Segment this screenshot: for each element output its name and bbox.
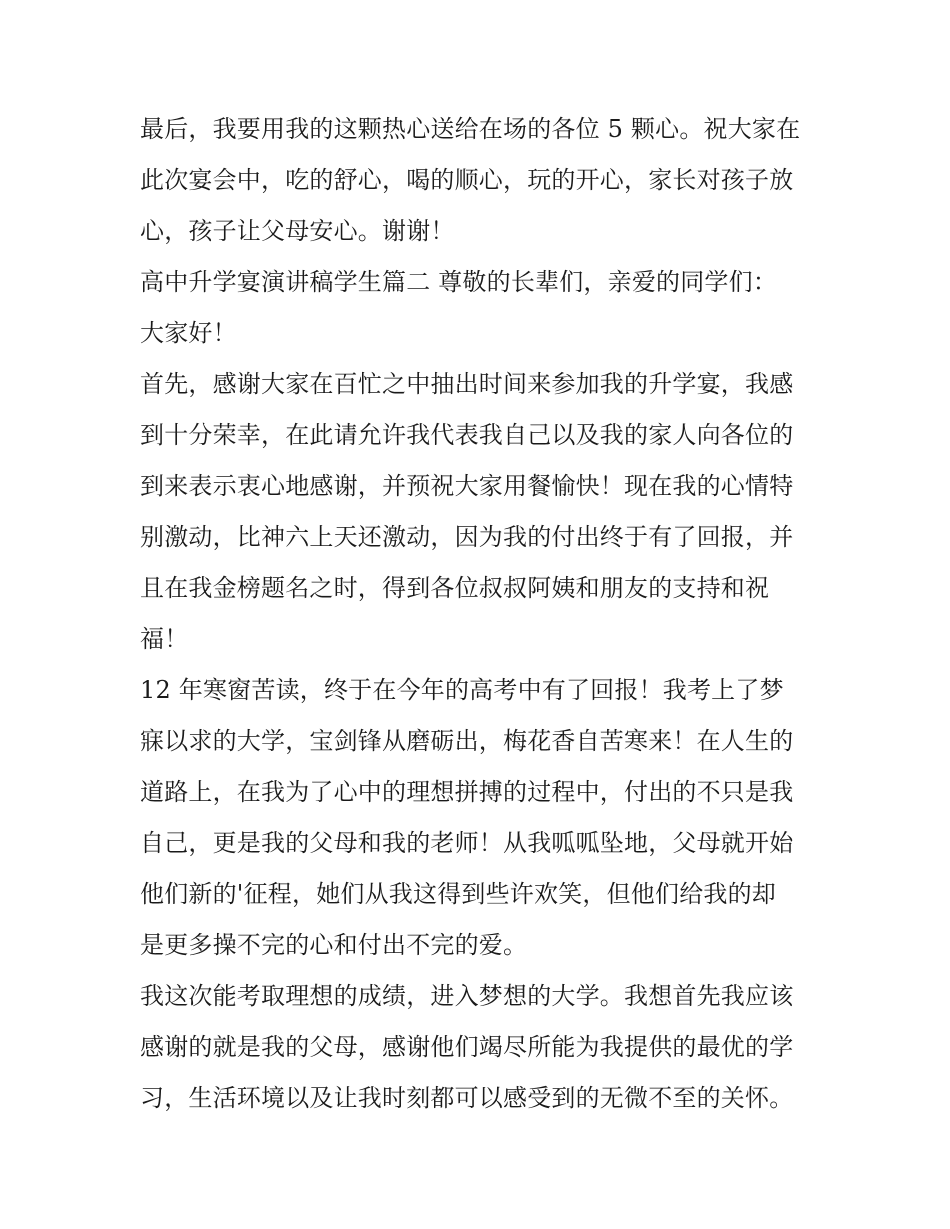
text-line: 别激动，比神六上天还激动，因为我的付出终于有了回报，并 xyxy=(140,523,794,551)
text-line: 最后，我要用我的这颗热心送给在场的各位 5 颗心。祝大家在 xyxy=(140,115,801,143)
text-line: 道路上，在我为了心中的理想拼搏的过程中，付出的不只是我 xyxy=(140,778,794,806)
greeting-line: 大家好！ xyxy=(140,319,237,347)
text-line: 首先，感谢大家在百忙之中抽出时间来参加我的升学宴，我感 xyxy=(140,370,794,398)
text-line: 到来表示衷心地感谢，并预祝大家用餐愉快！现在我的心情特 xyxy=(140,472,794,500)
text-line: 是更多操不完的心和付出不完的爱。 xyxy=(140,931,528,959)
section-heading-line: 高中升学宴演讲稿学生篇二 尊敬的长辈们，亲爱的同学们： xyxy=(140,268,778,296)
text-line: 12 年寒窗苦读，终于在今年的高考中有了回报！我考上了梦 xyxy=(140,676,784,704)
text-line: 且在我金榜题名之时，得到各位叔叔阿姨和朋友的支持和祝 xyxy=(140,574,770,602)
text-line: 心，孩子让父母安心。谢谢！ xyxy=(140,217,455,245)
text-line: 此次宴会中，吃的舒心，喝的顺心，玩的开心，家长对孩子放 xyxy=(140,166,794,194)
text-line: 感谢的就是我的父母，感谢他们竭尽所能为我提供的最优的学 xyxy=(140,1033,794,1061)
text-line: 习，生活环境以及让我时刻都可以感受到的无微不至的关怀。 xyxy=(140,1084,794,1112)
text-line: 寐以求的大学，宝剑锋从磨砺出，梅花香自苦寒来！在人生的 xyxy=(140,727,794,755)
text-line: 自己，更是我的父母和我的老师！从我呱呱坠地，父母就开始 xyxy=(140,829,794,857)
document-body xyxy=(140,104,820,1124)
text-line: 到十分荣幸，在此请允许我代表我自己以及我的家人向各位的 xyxy=(140,421,794,449)
text-line: 他们新的'征程，她们从我这得到些许欢笑，但他们给我的却 xyxy=(140,880,776,908)
text-line: 福！ xyxy=(140,625,189,653)
text-line: 我这次能考取理想的成绩，进入梦想的大学。我想首先我应该 xyxy=(140,982,794,1010)
